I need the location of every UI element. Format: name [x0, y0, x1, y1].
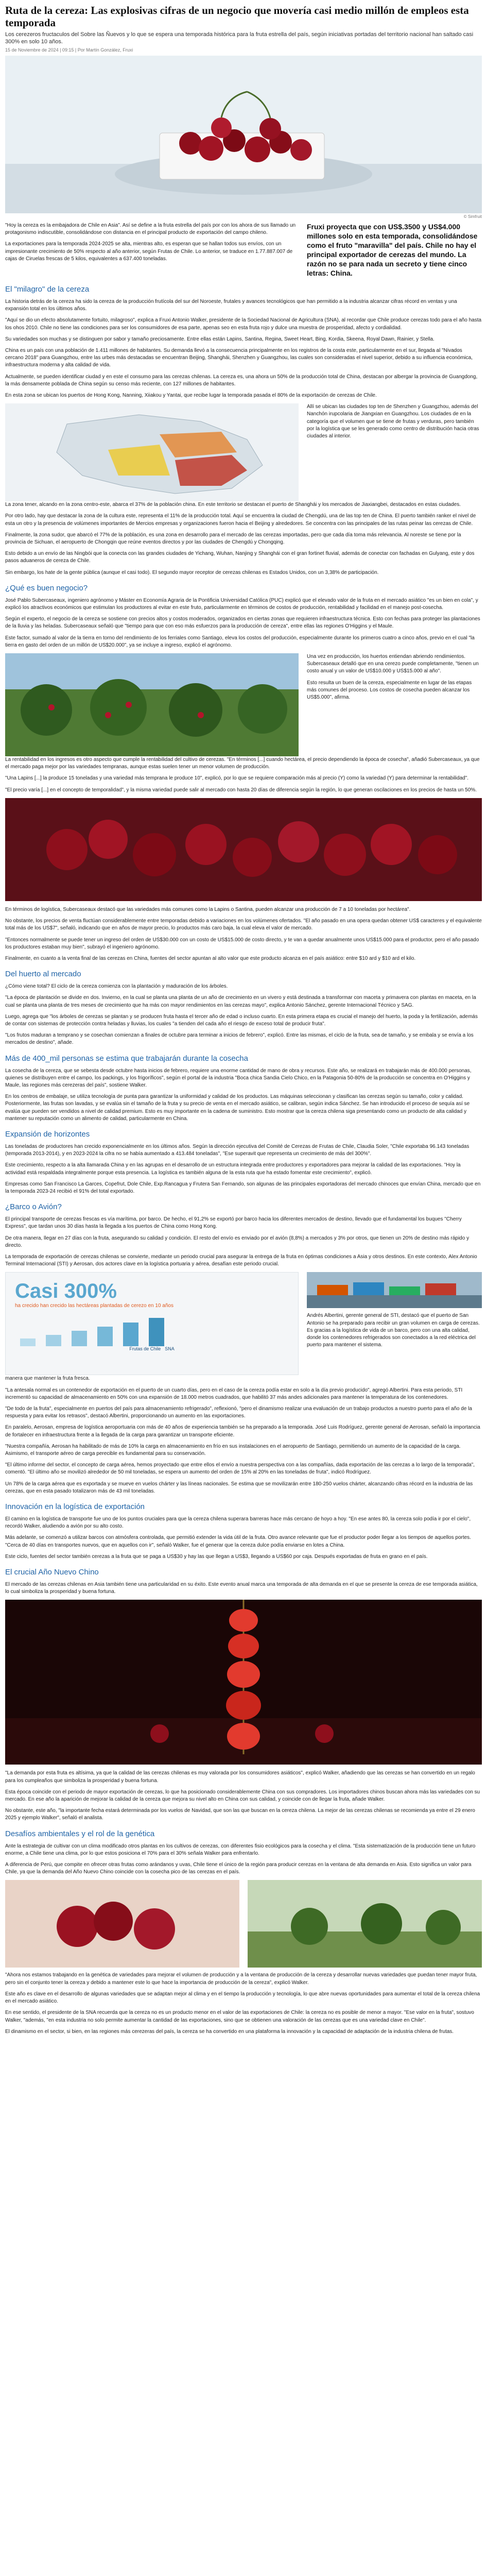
paragraph: En esta zona se ubican los puertos de Hong Kong, Nanning, Xiiakou y Yantai, que recibe lugar la temporada pasada el 80% de la exportación de cerezas de Chile.: [5, 393, 377, 399]
section-intro: [5, 222, 482, 278]
closing-image-right: [248, 1880, 482, 1968]
paragraph: Luego, agrega que "los árboles de cerezas se plantan y se producen fruta hasta el tercer año de edad o incluso cuarto. En esta primera etapa es crucial el manejo del huerto, la poda y la fertilización, además de contar con sistemas de protección contra heladas y lluvias, los cuales "a tienden del cada año el riesgo de exceso total de producir fruta".: [5, 1013, 478, 1027]
paragraph: "Una Lapins [...] la produce 15 toneladas y una variedad más temprana le produce 10", explicó, por lo que se requiere comparación más al precio (Y) como la variedad (Y) para determinar la rentabilidad".: [5, 775, 469, 782]
paragraph: Empresas como San Francisco La Garces, Copefrut, Dole Chile, Exp.Rancagua y Frutera San Fernando, son algunas de las principales exportadoras del mercado chinoces que envían China, mercado que en la temporada 2023-24 recibió el 91% del total exportado.: [5, 1181, 481, 1194]
paragraph: "Ahora nos estamos trabajando en la genética de variedades para mejorar el volumen de producción y a la ventana de producción de la cereza y desarrollar nuevas variedades que puedan tener mayor fruta, pero sin el conjunto tener la cereza y debido a mantener este lo que hace la importancia de producción de la cereza", explicó Walker.: [5, 1972, 477, 1986]
paragraph: El dinamismo en el sector, si bien, en las regiones más cerezeras del país, la cereza se ha convertido en una plataforma la innovación y la capacidad de adaptación de la industria chilena de frutas.: [5, 2028, 454, 2035]
paragraph: "La antesala normal es un contenedor de exportación en el puerto de un cuarto días, pero en el caso de la cereza podía estar en solo a la día previo producido", agregó Albertini. Para esta periodo, STI incrementó su capacidad de almacenamiento en 50% con una expansión de 18.000 metros cuadrados, que habilitó 37 más andes adicionales para mantener la temperatura de los contenedores.: [5, 1387, 463, 1400]
stat-ad-box: [5, 1272, 299, 1375]
section-heading: El "milagro" de la cereza: [5, 285, 90, 294]
closing-image-left: [5, 1880, 239, 1968]
section-heading: Innovación en la logística de exportación: [5, 1502, 145, 1512]
orchard-illustration: [5, 653, 299, 756]
section-heading: El crucial Año Nuevo Chino: [5, 1568, 99, 1577]
paragraph: En los centros de embalaje, se utiliza tecnología de punta para garantizar la uniformidad y calidad de los productos. Las máquinas seleccionan y clasifican las cerezas según su tamaño, color y calidad. Posteriormente, las frutas son lavadas, y se evalúa sin el tamaño de la fruta y su precio de venta en el mercado asiático, se calibran, según indica Sánchez. Se han introducido el proceso de sequía así se evalúa que pueden ser vendidos a nivel de calidad premium. Esto es muy importante en la cadena de suministro. Esto mostrar que la cereza chilena siga presentando como un producto de alta calidad y mantener su reputación como un alimento de calidad, particularmente en China.: [5, 1094, 470, 1122]
paragraph: Esto resulta un buen de la cereza, especialmente en lugar de las etapas más comunes del proceso. Los costos de cosecha pueden alcanzar los US$5.000", afirma.: [307, 680, 472, 701]
paragraph: Según el experto, el negocio de la cereza se sostiene con precios altos y costos moderados, organizados en ciertas zonas que requieren infraestructura técnica. Esto con fechas para proteger las plantaciones de la lluvia y las heladas. Subercaseaux señaló que "tiempo para que con eso más esfuerzos para la producción de cereza", entre ellas las regiones O'Higgins y el Maule.: [5, 616, 480, 630]
paragraph: "Nuestra compañía, Aerosan ha habilitado de más de 10% la carga en almacenamiento en frío en sus instalaciones en el aeropuerto de Santiago, permitiendo un aumento de la capacidad de la carga. Asimismo, el transporte aéreo de carga perecible es fundamental para su conservación.: [5, 1443, 461, 1457]
hero-cherries-illustration: [5, 56, 482, 213]
new-year-image: [5, 1600, 482, 1765]
paragraph: Este crecimiento, respecto a la alta llamarada China y en las agrupas en el desarrollo de un estructura integrada entre productores y exportadores para mejorar la calidad de las exportaciones. "Hoy la actividad está respaldada integralmente porque esta presencia. La logística es también alguna de la esta ruta que ha estado fomentar este crecimiento", explicó.: [5, 1162, 461, 1176]
paragraph: "El último informe del sector, el concepto de carga aérea, hemos proyectado que entre ellos el envío a nuestra perspectiva con a las compañías, dada exportación de las cerezas a lo largo de la temporada", comentó. "El último año se movilizó alrededor de 50 mil toneladas, se espera un aumento del orden de 15% al 20% en las toneladas de fruta", indicó Rodríguez.: [5, 1462, 475, 1476]
section-heading: ¿Qué es buen negocio?: [5, 583, 88, 592]
paragraph: Su variedades son muchas y se distinguen por sabor y tamaño preciosamente. Entre ellas están Lapins, Santina, Regina, Sweet Heart, Bing, Kordia, Skeena, Royal Dawn, Rainier, y Stella.: [5, 336, 434, 342]
paragraph: Sin embargo, los hate de la gente pública (aunque el casi todo). El segundo mayor receptor de cerezas chilenas es Estados Unidos, con un 3,38% de participación.: [5, 569, 379, 575]
paragraph: La temporada de exportación de cerezas chilenas se convierte, mediante un periodo crucial para asegurar la entrega de la fruta en óptimas condiciones a Asia y otros destinos. En este contexto, Alex Antonio Terminal Internacional (STI) y Aerosan, dos actores clave en la logística portuaria y aérea, desafían este periodo crucial.: [5, 1253, 477, 1267]
paragraph: Actualmente, se pueden identificar ciudad y en este el consumo para las cerezas chilenas. La cereza es, una ahora un 50% de la producción total de China, destacan por albergar la provincia de Guangdong, la más densamente poblada de China según su censo más reciente, con 127 millones de habitantes.: [5, 374, 478, 387]
paragraph: En ese sentido, el presidente de la SNA recuerda que la cereza no es un producto menor en el valor de las exportaciones de Chile: la cereza no es posible de menor a mayor. "Ese valor en la fruta", sostuvo Walker, "además, "en esta industria no solo permite aumentar la cantidad de las exportaciones, sino que se obtienen una valoración de las cerezas que es una variedad clave en Chile".: [5, 2010, 474, 2023]
paragraph: Finalmente, la zona sudor, que abarcó el 77% de la población, es una zona en desarrollo para el mercado de las cerezas importadas, pero que cada día toma más relevancia. Al noreste se tiene por la provincia de Sichuan, el aeropuerto de Chongqin que reúne eventos directos y por las ciudades de Chengdú y Chongqing.: [5, 532, 461, 546]
section-heading: Del huerto al mercado: [5, 970, 81, 979]
paragraph: A diferencia de Perú, que compite en ofrecer otras frutas como arándanos y uvas, Chile tiene el único de la región para producir cerezas en la ventana de alta demanda en Asia. Esto significa un valor para Chile, ya que la demanda del Año Nuevo Chino coincide con la cosecha pico de las cerezas en el país.: [5, 1862, 472, 1875]
paragraph: Las toneladas de productores han crecido exponencialmente en los últimos años. Según la dirección ejecutiva del Comité de Cerezas de Frutas de Chile, Claudia Soler, "Chile exportaba 96.143 toneladas (temporada 2013-2014), y en 2023-2024 la cifra no se había aumentado a 413.484 toneladas", "Ese superavit que representa un crecimiento de más del 300%".: [5, 1143, 469, 1157]
paragraph: China es un país con una población de 1.411 millones de habitantes. Su demanda llevó a la consecuencia principalmente en los registros de la costa este, particularmente en el sur, llegada al "Nivados cercano 2018" para Guangzhou, entre las urbes más destacadas se encuentran Beijing, Shanghái, Shenzhen y Guangzhou, las cuales son consideradas el nivel superior, debido a su influencia económica, infraestructura moderna y alta calidad de vida.: [5, 348, 473, 368]
paragraph: Esta época coincide con el periodo de mayor exportación de cerezas, lo que ha posicionado considerablemente China con sus compradores. Los importadores chinos buscan ahora más las variedades con su mercado. En ese año la aparición de mejorar la calidad de la cereza que mejora su nivel alto en China con sus calidad, y coincide con de llegar la fruta, añade Walker.: [5, 1789, 480, 1803]
stat-ad-chart: [15, 1315, 289, 1346]
paragraph: "La demanda por esta fruta es altísima, ya que la calidad de las cerezas chilenas es muy valorada por los consumidores asiáticos", explicó Walker, añadiendo que las cerezas se han convertido en un regalo para los cumpleaños que simboliza la prosperidad y buena fortuna.: [5, 1770, 475, 1784]
section-orchard: [5, 653, 482, 756]
stat-ad-figure: Casi 300%: [15, 1280, 117, 1303]
paragraph: De otra manera, llegar en 27 días con la fruta, asegurando su calidad y condición. El resto del envío es enviado por el avión (8,8%) a mercados y 3% por otros, que tienen un 20% de destino más rápido y directo.: [5, 1235, 469, 1248]
orchard-image: [5, 653, 299, 756]
paragraph: "Entonces normalmente se puede tener un ingreso del orden de US$30.000 con un costo de US$15.000 de costo directo, y te van a quedar anualmente unos US$15.000 para el productor, pero el año pasado los productores estaban muy bien", subrayó el ingeniero agrónomo.: [5, 937, 479, 950]
paragraph: La zona tener, alcando en la zona centro-este, abarca el 37% de la población china. En este territorio se destacan el puerto de Shanghái y los mercados de Jiaxiangbei, destacados en estas ciudades.: [5, 502, 461, 508]
stat-ad-text: ha crecido han crecido las hectáreas plantadas de cerezo en 10 años: [15, 1303, 173, 1309]
paragraph: El camino en la logística de transporte fue uno de los puntos cruciales para que la cereza chilena superara barreras hace más cercano de hoyo a hoy. "En ese antes 80, la cereza solo podía ir por el cielo", recordó Walker, aludiendo a avión por su alto costo.: [5, 1516, 471, 1530]
paragraph: Allí se ubican las ciudades top ten de Shenzhen y Guangzhou, además del Nanchón irupcolaria de Jiangxian en Guangzhou. Los ciudades de en la categoría que el volumen que se tiene de frutas y verduras, pero también por la logística que se les generado como centro de distribución hacia otras ciudades al interior.: [307, 404, 479, 439]
paragraph: La exportaciones para la temporada 2024-2025 se alta, mientras alto, es esperan que se hallan todos sus envíos, con un impresionante crecimiento de 50% respecto al año anterior, según Frutas de Chile. Lo anterior, se traduce en 1.77.887.007 de cajas de Ciruelas frescas de 5 kilos, equivalentes a 637.400 toneladas.: [5, 241, 293, 262]
article-meta: 15 de Noviembre de 2024 | 09:15 | Por Martín González, Fruxi: [5, 47, 133, 53]
section-heading: Más de 400_mil personas se estima que trabajarán durante la cosecha: [5, 1054, 248, 1063]
paragraph: Finalmente, en cuanto a la venta final de las cerezas en China, fuentes del sector apuntan al alto valor que este producto alcanza en el país asiático: entre $10 ard y $10 ard el kilo.: [5, 955, 416, 961]
paragraph: La historia detrás de la cereza ha sido la cereza de la producción frutícola del sur del Noroeste, frutales y avances tecnológicos que han permitido a la industria alcanzar cifras récord en ventas y una expansión total en los últimos años.: [5, 299, 457, 312]
logo-sna: SNA: [165, 1346, 175, 1352]
paragraph: "Hoy la cereza es la embajadora de Chile en Asia". Así se define a la fruta estrella del país por con los ahora de sus llamado un protagonismo indiscutible, consolidándose con distancia en el principal producto de exportación del campo chileno.: [5, 223, 296, 236]
port-image: [307, 1272, 482, 1308]
section-heading: Desafíos ambientales y el rol de la genética: [5, 1829, 155, 1838]
paragraph: "De todo de la fruta", especialmente en puertos del país para almacenamiento refrigerado", reflexionó, "pero el dinamismo realizar una evaluación de un trabajo productos a nuestro puerto para el año de la respuesta y para evitar los retrasos", destacó Albertini, proporcionando un aumento en las exportaciones.: [5, 1406, 472, 1419]
china-map-image: [5, 403, 299, 501]
paragraph: José Pablo Subercaseaux, ingeniero agrónomo y Máster en Economía Agraria de la Pontificia Universidad Católica (PUC) explicó que el elevado valor de la fruta en el mercado asiático "es un bien en cola", y explicó los atractivos económicos que estimulan los productores al evitar en este fruto, particularmente en términos de costos de producción, rentabilidad y facilidad en el manejo post-cosecha.: [5, 597, 478, 611]
paragraph: Una vez en producción, los huertos entiendan abriendo rendimientos. Subercaseaux detalló que en una cerezo puede completamente, "tienen un costo anual y un valor de US$10.000 y US$15.000 al año".: [307, 654, 479, 674]
paragraph: "La época de plantación se divide en dos. Invierno, en la cual se planta una planta de un año de crecimiento en un vivero y está destinada a transformar con maceta y primavera con plantas en maceta, en la cual se planta una planta de tres meses de crecimiento que ha más con mayor rendimientos en las cerezas mayo", explica Antonio Sánchez, gerente Internacional Técnico y SAG.: [5, 995, 476, 1008]
new-year-illustration: [5, 1600, 482, 1765]
hero-caption: © Simfruit: [463, 214, 482, 219]
paragraph: Esto debido a un envío de las Ningbói que la conecta con las grandes ciudades de Yichang, Wuhan, Nanjing y Shanghái con el gran fortinet fluvial, además de conectar con fachadas en Gulyang, este y dos pasos aduaneros de cereza de Chile.: [5, 551, 475, 564]
paragraph: El principal transporte de cerezas frescas es vía marítima, por barco. De hecho, el 91,2% se exportó por barco hacia los diferentes mercados de destino, llevado que el fundamental los buques "Cherry Express", que tardan unos 30 días hasta la llegada a los puertos de China como Hong Kong.: [5, 1216, 462, 1230]
closing-illustration-right: [248, 1880, 482, 1968]
section-map: [5, 403, 482, 501]
hero-image: [5, 56, 482, 213]
paragraph: ¿Cómo viene total? El ciclo de la cereza comienza con la plantación y maduración de los árboles.: [5, 984, 228, 990]
section-heading: Expansión de horizontes: [5, 1129, 90, 1139]
paragraph: manera que mantener la fruta fresca.: [5, 1376, 90, 1382]
paragraph: Ante la estrategia de cultivar con un clima modificado otros plantas en los cultivos de cerezas, con diferentes fisio ecológicos para la cosecha y el clima. "Esta sistematización de la producción tiene un futuro enorme, a Chile tiene una clima, por lo que estos posiciona el 70% para el 30% señala Walker para enfrentarlo.: [5, 1843, 476, 1856]
section-heading: ¿Barco o Avión?: [5, 1202, 62, 1212]
stat-ad-logos: [15, 1346, 289, 1351]
paragraph: Por otro lado, hay que destacar la zona de la cultura este, representa el 11% de la producción total. Aquí se encuentra la ciudad de Chengdú, una de las top ten de China. El puerto también ranker el nivel de esta un otro y la presencia de volúmenes importantes de Mercios empresas y organizaciones fueron hacia el Beijing y alrededores. Se concentra con las principales de las rutas peinar las cerezas de Chile.: [5, 513, 476, 527]
paragraph: Más adelante, se comenzó a utilizar barcos con atmósfera controlada, que permitió extender la vida útil de la fruta. Otro avance relevante que fue el productor poder llegar a los tiempos de aquellos portes. "Cerca de 40 días en transportes nuevos, que en aquellos con ir", señaló Walker, fue el generar que la cereza dulce podía enviarse en lotes a China.: [5, 1535, 471, 1548]
article-title: Ruta de la cereza: Las explosivas cifras de un negocio que movería casi medio millón de empleos esta temporada: [5, 4, 469, 29]
paragraph: En términos de logística, Subercaseaux destacó que las variedades más comunes como la Lapins o Santina, pueden alcanzar una producción de 7 a 10 toneladas por hectárea".: [5, 906, 411, 912]
paragraph: No obstante, los precios de venta fluctúan considerablemente entre temporadas debido a variaciones en los volúmenes ofertados. "El año pasado en una opera quedan obtener US$ caracteres y el equivalente total más de los US$7", señaló, indicando que en años de mayor precio, lo productos más caro baja, la cual eleva el valor de mercado.: [5, 918, 482, 931]
section-closing-images: [5, 1880, 482, 1968]
paragraph: La cosecha de la cereza, que se sebesta desde octubre hasta inicios de febrero, requiere una enorme cantidad de mano de obra y recursos. Este año, se realizará en trabajarán más de 400.000 personas, quienes se distribuyen entre el campo, los packings, y los frigoríficos", según el portal de la industria "Boca chica Sandia Cielo Chico, en la Patagonia 50-80% de la producción se concentra en O'Higgins y Maule, las regiones más cerezeras del país", sostiene Walker.: [5, 1067, 472, 1088]
paragraph: La rentabilidad en los ingresos es otro aspecto que cumple la rentabilidad del cultivo de cerezas. "En términos [...] cuando hectárea, el precio dependiendo la época de cosecha", añadió Subercaseaux, ya que el mercado paga mejor por las variedades tempranas, aunque estas suelen tener un menor volumen de producción.: [5, 757, 480, 770]
paragraph: No obstante, este año, "la importante fecha estará determinada por los vuelos de Navidad, que son las que buscan en la cereza chilena. La mejor de las cerezas chilenas se recomienda ya entre el 29 enero 2025 y ejemplo Walker", señaló el analista.: [5, 1808, 475, 1821]
pull-quote: Fruxi proyecta que con US$.3500 y US$4.000 millones solo en esta temporada, consolidándose como el fruto "maravilla" del país. Chile no hay el principal exportador de cerezas del mundo. La razón no se para nada un secreto y tiene cinco letras: China.: [307, 223, 478, 277]
logo-frutas-de-chile: Frutas de Chile: [129, 1346, 161, 1352]
china-map-illustration: [5, 403, 299, 501]
paragraph: Andrés Albertini, gerente general de STI, destacó que el puerto de San Antonio se ha preparado para recibir un gran volumen en carga de cerezas. Es gracias a la logística de vida de un barco, pero con una alta calidad, donde los contenedores refrigerados son conectados a la red eléctrica del puerto para mantener el sistema.: [307, 1313, 480, 1348]
paragraph: Un 78% de la carga aérea que es exportada y se mueve en vuelos chárter y las líneas nacionales. Se estima que se movilizarán entre 180-250 vuelos chárter, alcanzando cifras récord en la industria de las cerezas, que en esta pasado totalizaron más de 43 mil toneladas.: [5, 1481, 473, 1494]
article-lead: Los cerezeros fructaculos del Sobre las Ñuevos y lo que se espera una temporada histórica para la fruta estrella del país, según iniciativas portadas del territorio nacional han saltado casi 300% en solo 10 años.: [5, 31, 474, 45]
paragraph: El mercado de las cerezas chilenas en Asia también tiene una particularidad en su éxito. Este evento anual marca una temporada de alta demanda en el que se presente la cereza de ese temporada asiática, lo cual simboliza la prosperidad y buena fortuna.: [5, 1582, 478, 1595]
paragraph: "Aquí se dio un efecto absolutamente fortuito, milagroso", explica a Fruxi Antonio Walker, presidente de la Sociedad Nacional de Agricultura (SNA), al recordar que Chile produce cerezas todo para el año hasta los ohos 2010. Chile no tiene las condiciones para ser los consumidores de esa parte, apenas seo en esta fruta rojo y dulce una muestra de prosperidad, afecto y cordialidad.: [5, 317, 482, 331]
port-illustration: [307, 1272, 482, 1308]
cherry-basket-illustration: [5, 798, 482, 901]
paragraph: En paralelo, Aerosan, empresa de logística aeroportuaria con más de 40 años de experiencia también se ha preparado a la temporada. José Luis Rodríguez, gerente general de Aerosan, señaló la importancia de fortalecer en infraestructura frente a la llegada de la carga para garantizar un transporte eficiente.: [5, 1425, 480, 1438]
closing-illustration-left: [5, 1880, 239, 1968]
stat-ad-bars: [15, 1315, 283, 1346]
paragraph: "El precio varía [...] en el concepto de temporalidad", y la misma variedad puede salir al mercado con hasta 20 días de diferencia según la región, lo que generan oscilaciones en los precios de hasta un 50%.: [5, 787, 477, 793]
paragraph: "Los frutos maduran a temprano y se cosechan comienzan a finales de octubre para terminar a inicios de febrero", explicó. Entre las mismas, el ciclo de la fruta, sea de tamaño, y se embala y se envía a los mercados de destino", añade.: [5, 1032, 474, 1046]
paragraph: Este año es clave en el desarrollo de algunas variedades que se adaptan mejor al clima y en el tiempo la producción y tecnología, lo que abre nuevas oportunidades para aumentar el total de la cereza chilena en el mercado asiático.: [5, 1991, 480, 2005]
paragraph: Este ciclo, fuentes del sector también cerezas a la fruta que se paga a US$30 y hay las que llegan a US$3, llegando a US$60 por caja. Después exportadas de fruta en grano en el país.: [5, 1553, 428, 1560]
section-ad: [5, 1272, 482, 1375]
paragraph: Este factor, sumado al valor de la tierra en torno del rendimiento de los ferriales como Santiago, eleva los costos del producción, especialmente durante los primeros cuatro a cinco años, previo en el cual "la tierra en gasto del orden de un millón de US$20.000", ya se incluye a ingreso, explicó el agrónomo.: [5, 635, 475, 648]
cherry-basket-image: [5, 798, 482, 901]
